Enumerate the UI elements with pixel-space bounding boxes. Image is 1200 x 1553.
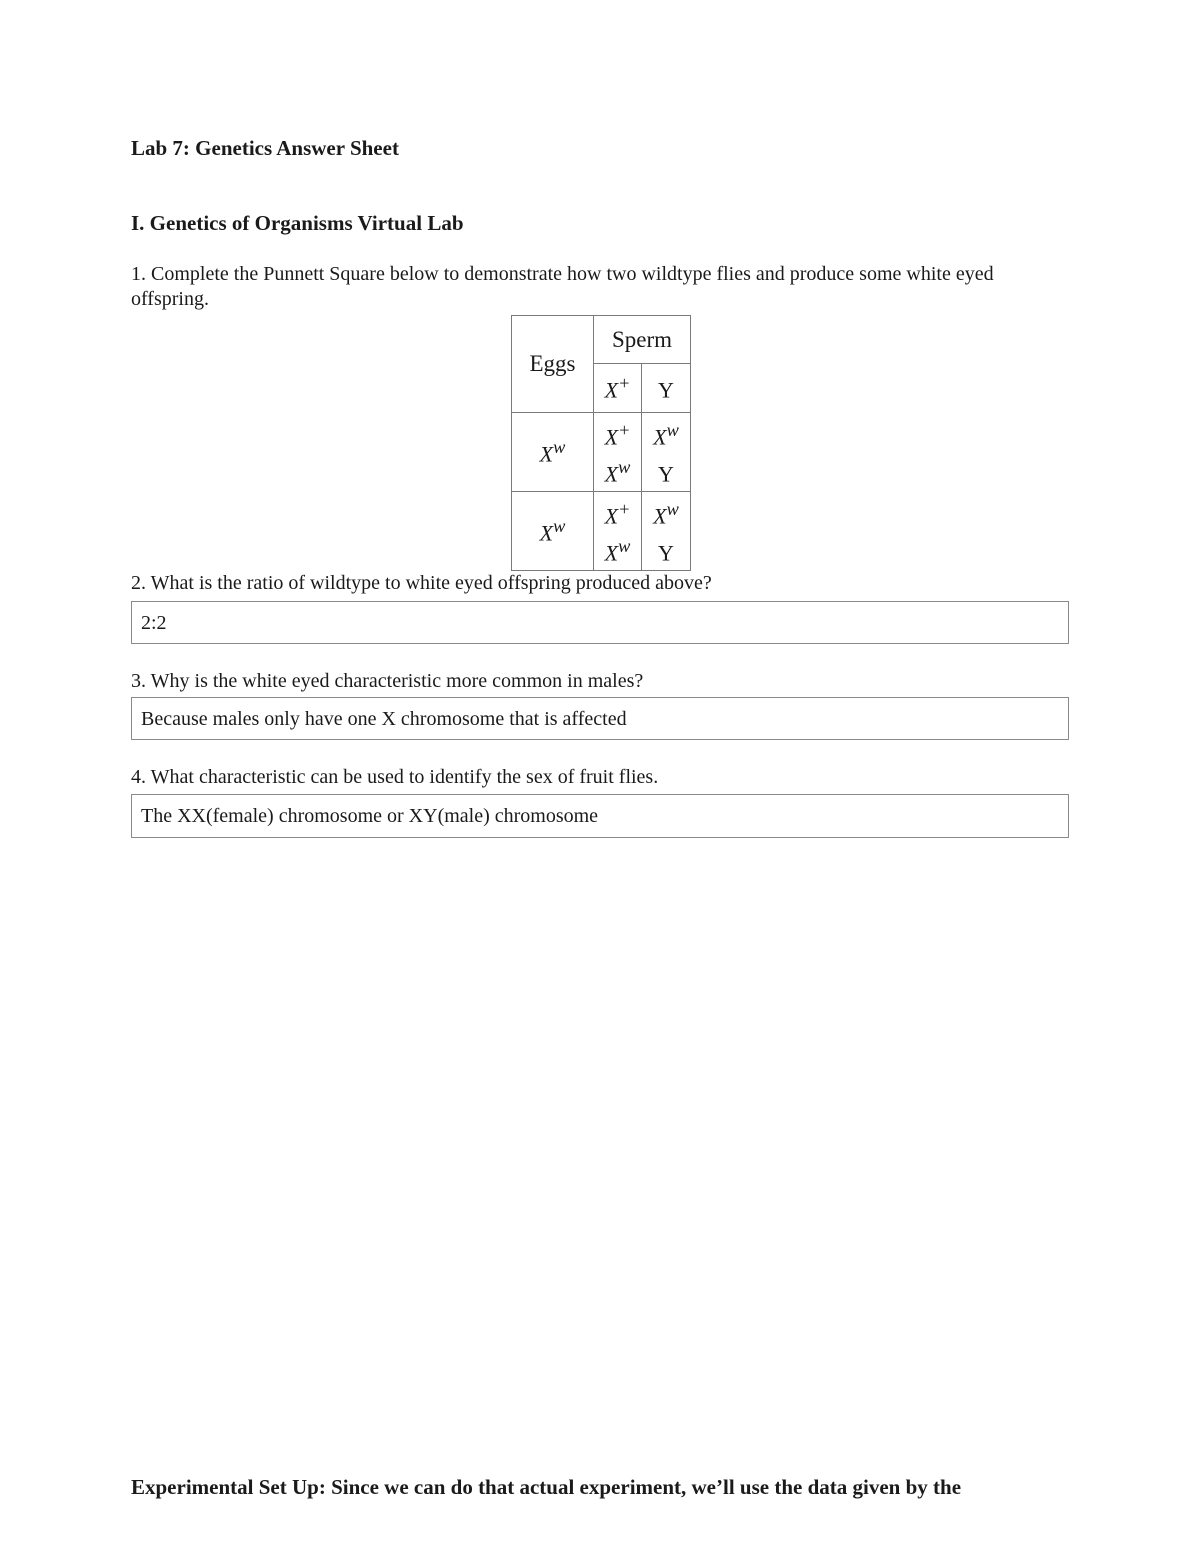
offspring-cell-1-1: X+ $X^w$ xyxy=(594,413,642,492)
question-4: 4. What characteristic can be used to identify the sex of fruit flies. xyxy=(131,766,659,788)
offspring-cell-2-2: $X^w$ Y xyxy=(642,492,691,571)
sperm-allele-1: X+ xyxy=(594,364,642,413)
offspring-cell-2-1: X+ $X^w$ xyxy=(594,492,642,571)
experimental-setup-text: Experimental Set Up: Since we can do that actual experiment, we’ll use the data given by the xyxy=(131,1475,962,1499)
egg-allele-1: $X^w$ xyxy=(512,413,594,492)
offspring-cell-1-2: $X^w$ Y xyxy=(642,413,691,492)
document-title: Lab 7: Genetics Answer Sheet xyxy=(131,136,399,160)
eggs-header: Eggs xyxy=(512,316,594,413)
question-2: 2. What is the ratio of wildtype to white eyed offspring produced above? xyxy=(131,572,712,594)
question-1: 1. Complete the Punnett Square below to demonstrate how two wildtype flies and produce some white eyed offspring. xyxy=(131,263,994,310)
answer-3-field[interactable]: Because males only have one X chromosome that is affected xyxy=(131,697,1069,740)
question-3: 3. Why is the white eyed characteristic more common in males? xyxy=(131,670,644,692)
sperm-allele-2: Y xyxy=(642,364,691,413)
answer-4-field[interactable]: The XX(female) chromosome or XY(male) chromosome xyxy=(131,794,1069,838)
sperm-header: Sperm xyxy=(594,316,691,364)
section-heading: I. Genetics of Organisms Virtual Lab xyxy=(131,211,464,235)
punnett-square xyxy=(511,315,691,571)
egg-allele-2: $X^w$ xyxy=(512,492,594,571)
answer-2-field[interactable]: 2:2 xyxy=(131,601,1069,644)
